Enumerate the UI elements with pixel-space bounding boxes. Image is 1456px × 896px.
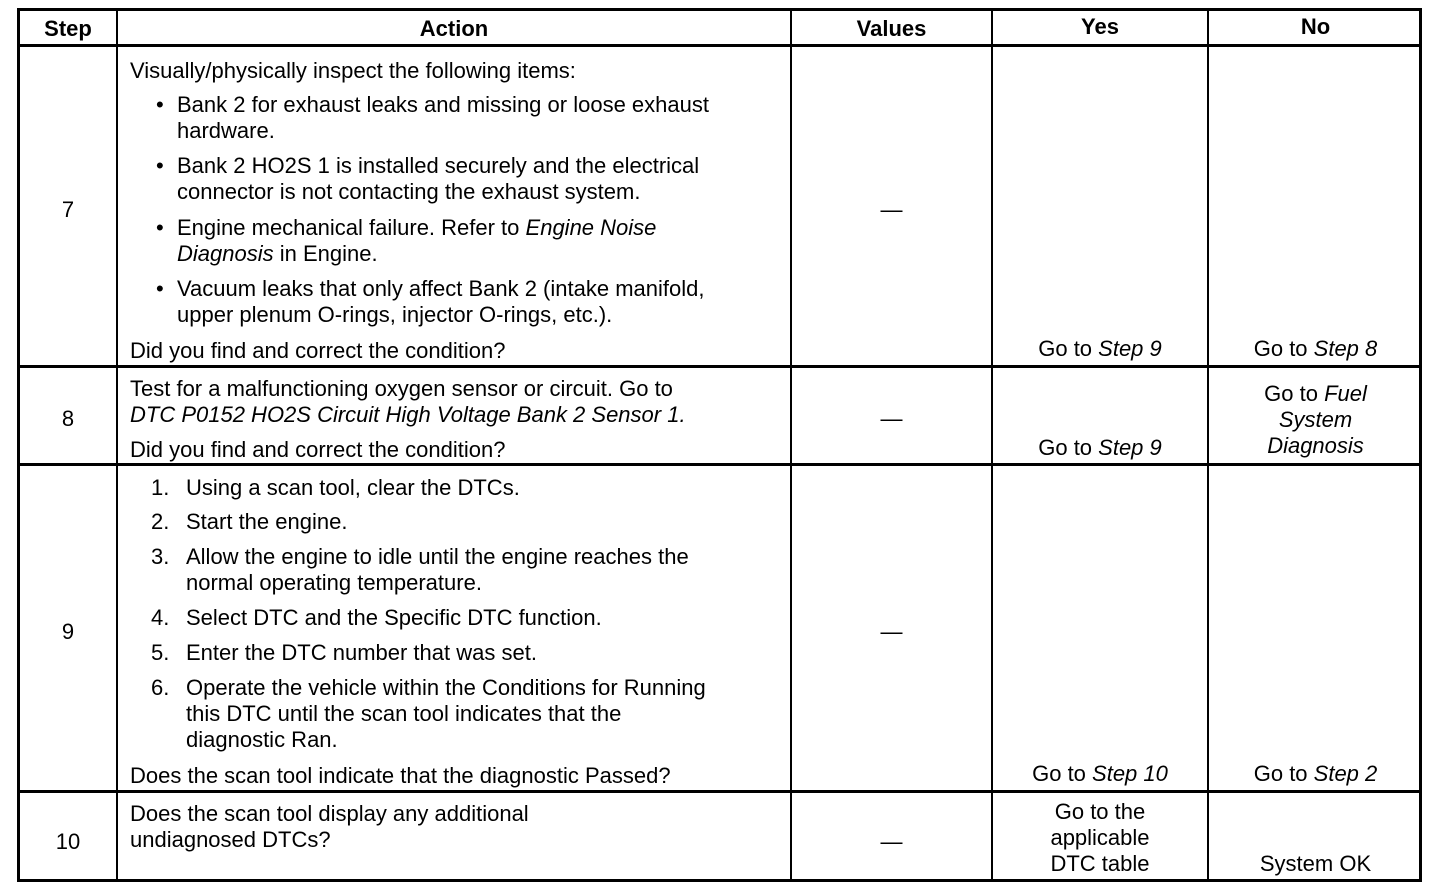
- diagnostic-table: [17, 8, 1422, 882]
- action-question: Did you find and correct the condition?: [130, 338, 506, 363]
- yes-outcome: Go to Step 10: [1032, 761, 1168, 786]
- action-intro: Visually/physically inspect the following items:: [130, 58, 576, 83]
- step-number: 7: [61, 197, 75, 222]
- action-text: Test for a malfunctioning oxygen sensor or circuit. Go to: [130, 376, 673, 401]
- bullet-icon: •: [156, 153, 164, 178]
- row-divider: [20, 790, 1419, 793]
- list-item: this DTC until the scan tool indicates that the: [186, 701, 622, 726]
- no-outcome: Go to Fuel: [1264, 381, 1367, 406]
- bullet-text: Vacuum leaks that only affect Bank 2 (intake manifold,: [177, 276, 705, 301]
- header-no: No: [1300, 14, 1331, 39]
- yes-outcome: Go to Step 9: [1038, 336, 1162, 361]
- row-divider: [20, 463, 1419, 466]
- list-item: Enter the DTC number that was set.: [186, 640, 537, 665]
- value-dash: —: [880, 619, 903, 644]
- bullet-text: upper plenum O-rings, injector O-rings, etc.).: [177, 302, 613, 327]
- list-item: Using a scan tool, clear the DTCs.: [186, 475, 520, 500]
- list-number: 5.: [151, 640, 170, 665]
- row-divider: [20, 44, 1419, 47]
- bullet-icon: •: [156, 215, 164, 240]
- step-number: 10: [55, 829, 81, 854]
- header-action: Action: [419, 16, 489, 41]
- bullet-text: Bank 2 for exhaust leaks and missing or loose exhaust: [177, 92, 709, 117]
- list-item: Allow the engine to idle until the engine reaches the: [186, 544, 689, 569]
- action-text: undiagnosed DTCs?: [130, 827, 331, 852]
- list-number: 4.: [151, 605, 170, 630]
- value-dash: —: [880, 829, 903, 854]
- bullet-icon: •: [156, 276, 164, 301]
- reference-link: DTC P0152 HO2S Circuit High Voltage Bank 2 Sensor 1.: [130, 402, 686, 427]
- action-text: Does the scan tool display any additional: [130, 801, 529, 826]
- list-number: 6.: [151, 675, 170, 700]
- bullet-text: Engine mechanical failure. Refer to Engine Noise: [177, 215, 657, 240]
- col-divider: [790, 11, 792, 879]
- step-number: 8: [61, 406, 75, 431]
- list-item: diagnostic Ran.: [186, 727, 338, 752]
- no-outcome: Go to Step 8: [1253, 336, 1378, 361]
- list-item: Select DTC and the Specific DTC function.: [186, 605, 602, 630]
- bullet-icon: •: [156, 92, 164, 117]
- action-question: Did you find and correct the condition?: [130, 437, 506, 462]
- value-dash: —: [880, 197, 903, 222]
- no-outcome: Go to Step 2: [1253, 761, 1378, 786]
- list-number: 1.: [151, 475, 170, 500]
- bullet-text: Bank 2 HO2S 1 is installed securely and the electrical: [177, 153, 700, 178]
- yes-outcome: DTC table: [1050, 851, 1150, 876]
- list-number: 3.: [151, 544, 170, 569]
- header-step: Step: [44, 16, 92, 41]
- no-outcome: Diagnosis: [1267, 433, 1364, 458]
- row-divider: [20, 365, 1419, 368]
- step-number: 9: [61, 619, 75, 644]
- reference-link: Diagnosis: [177, 241, 274, 266]
- yes-outcome: Go to Step 9: [1038, 435, 1162, 460]
- header-yes: Yes: [1081, 14, 1119, 39]
- bullet-text: hardware.: [177, 118, 275, 143]
- no-outcome: System: [1278, 407, 1353, 432]
- bullet-text: connector is not contacting the exhaust system.: [177, 179, 641, 204]
- col-divider: [116, 11, 118, 879]
- list-item: normal operating temperature.: [186, 570, 482, 595]
- header-values: Values: [856, 16, 927, 41]
- list-number: 2.: [151, 509, 170, 534]
- reference-link: Engine Noise: [525, 215, 657, 240]
- action-question: Does the scan tool indicate that the diagnostic Passed?: [130, 763, 671, 788]
- yes-outcome: applicable: [1050, 825, 1150, 850]
- list-item: Operate the vehicle within the Conditions for Running: [186, 675, 706, 700]
- list-item: Start the engine.: [186, 509, 348, 534]
- no-outcome: System OK: [1259, 851, 1372, 876]
- value-dash: —: [880, 406, 903, 431]
- bullet-text: Diagnosis in Engine.: [177, 241, 378, 266]
- yes-outcome: Go to the: [1054, 799, 1146, 824]
